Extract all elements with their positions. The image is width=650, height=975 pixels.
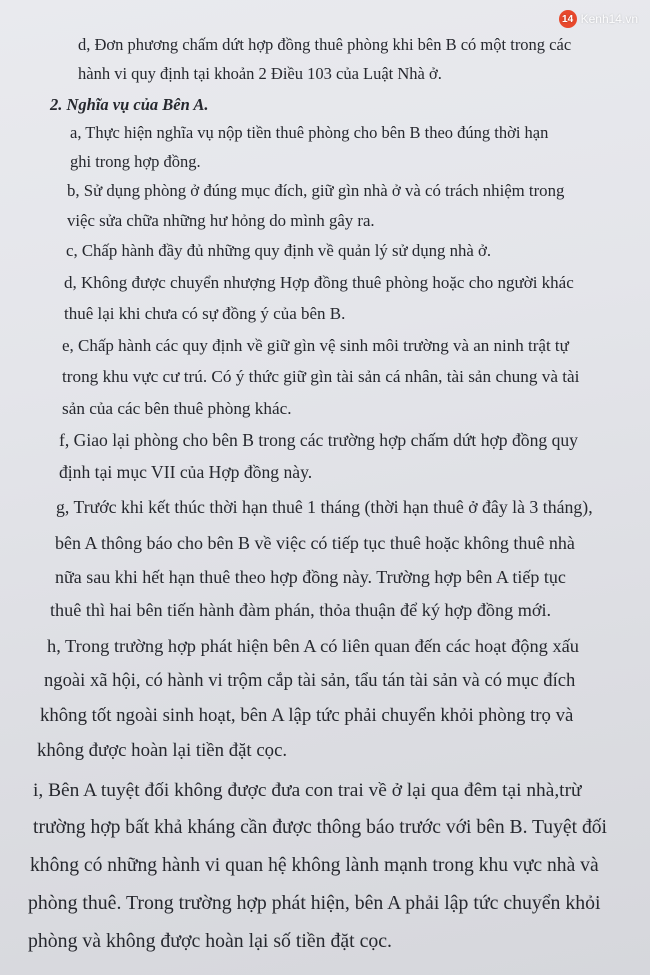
doc-line: không có những hành vi quan hệ không lành mạnh trong khu vực nhà và — [30, 855, 599, 876]
doc-line: trong khu vực cư trú. Có ý thức giữ gìn tài sản cá nhân, tài sản chung và tài — [62, 367, 580, 386]
doc-line: không được hoàn lại tiền đặt cọc. — [37, 740, 288, 761]
doc-line: thuê lại khi chưa có sự đồng ý của bên B. — [64, 304, 346, 323]
doc-line: f, Giao lại phòng cho bên B trong các trường hợp chấm dứt hợp đồng quy — [59, 430, 578, 450]
watermark-site-name: Kenh14.vn — [580, 12, 638, 26]
doc-line: d, Đơn phương chấm dứt hợp đồng thuê phòng khi bên B có một trong các — [78, 35, 572, 54]
doc-line: a, Thực hiện nghĩa vụ nộp tiền thuê phòng cho bên B theo đúng thời hạn — [70, 123, 549, 142]
doc-line: thuê thì hai bên tiến hành đàm phán, thỏa thuận để ký hợp đồng mới. — [50, 600, 552, 620]
doc-line: phòng và không được hoàn lại số tiền đặt cọc. — [28, 930, 392, 952]
doc-line: e, Chấp hành các quy định về giữ gìn vệ sinh môi trường và an ninh trật tự — [62, 336, 569, 355]
doc-line: định tại mục VII của Hợp đồng này. — [59, 462, 313, 482]
doc-line: không tốt ngoài sinh hoạt, bên A lập tức phải chuyển khỏi phòng trọ và — [40, 705, 574, 726]
doc-line: việc sửa chữa những hư hỏng do mình gây ra. — [67, 211, 375, 230]
doc-line: b, Sử dụng phòng ở đúng mục đích, giữ gìn nhà ở và có trách nhiệm trong — [67, 181, 565, 200]
doc-line: h, Trong trường hợp phát hiện bên A có liên quan đến các hoạt động xấu — [47, 636, 580, 656]
doc-line: hành vi quy định tại khoản 2 Điều 103 của Luật Nhà ở. — [78, 64, 442, 83]
doc-line: trường hợp bất khả kháng cần được thông báo trước với bên B. Tuyệt đối — [33, 817, 607, 838]
kenh14-logo-icon: 14 — [559, 10, 577, 28]
site-watermark — [559, 10, 638, 28]
doc-line: bên A thông báo cho bên B về việc có tiếp tục thuê hoặc không thuê nhà — [55, 533, 575, 553]
section-heading: 2. Nghĩa vụ của Bên A. — [50, 95, 209, 114]
doc-line: phòng thuê. Trong trường hợp phát hiện, bên A phải lập tức chuyển khỏi — [28, 892, 601, 914]
doc-line: sản của các bên thuê phòng khác. — [62, 399, 292, 418]
doc-line: ghi trong hợp đồng. — [70, 152, 201, 171]
doc-line: c, Chấp hành đầy đủ những quy định về quản lý sử dụng nhà ở. — [66, 241, 492, 260]
doc-line: nữa sau khi hết hạn thuê theo hợp đồng này. Trường hợp bên A tiếp tục — [55, 567, 566, 587]
doc-line: i, Bên A tuyệt đối không được đưa con trai về ở lại qua đêm tại nhà,trừ — [33, 780, 582, 801]
doc-line: g, Trước khi kết thúc thời hạn thuê 1 tháng (thời hạn thuê ở đây là 3 tháng), — [56, 497, 593, 517]
doc-line: ngoài xã hội, có hành vi trộm cắp tài sản, tẩu tán tài sản và có mục đích — [44, 670, 576, 691]
doc-line: d, Không được chuyển nhượng Hợp đồng thuê phòng hoặc cho người khác — [64, 273, 574, 292]
